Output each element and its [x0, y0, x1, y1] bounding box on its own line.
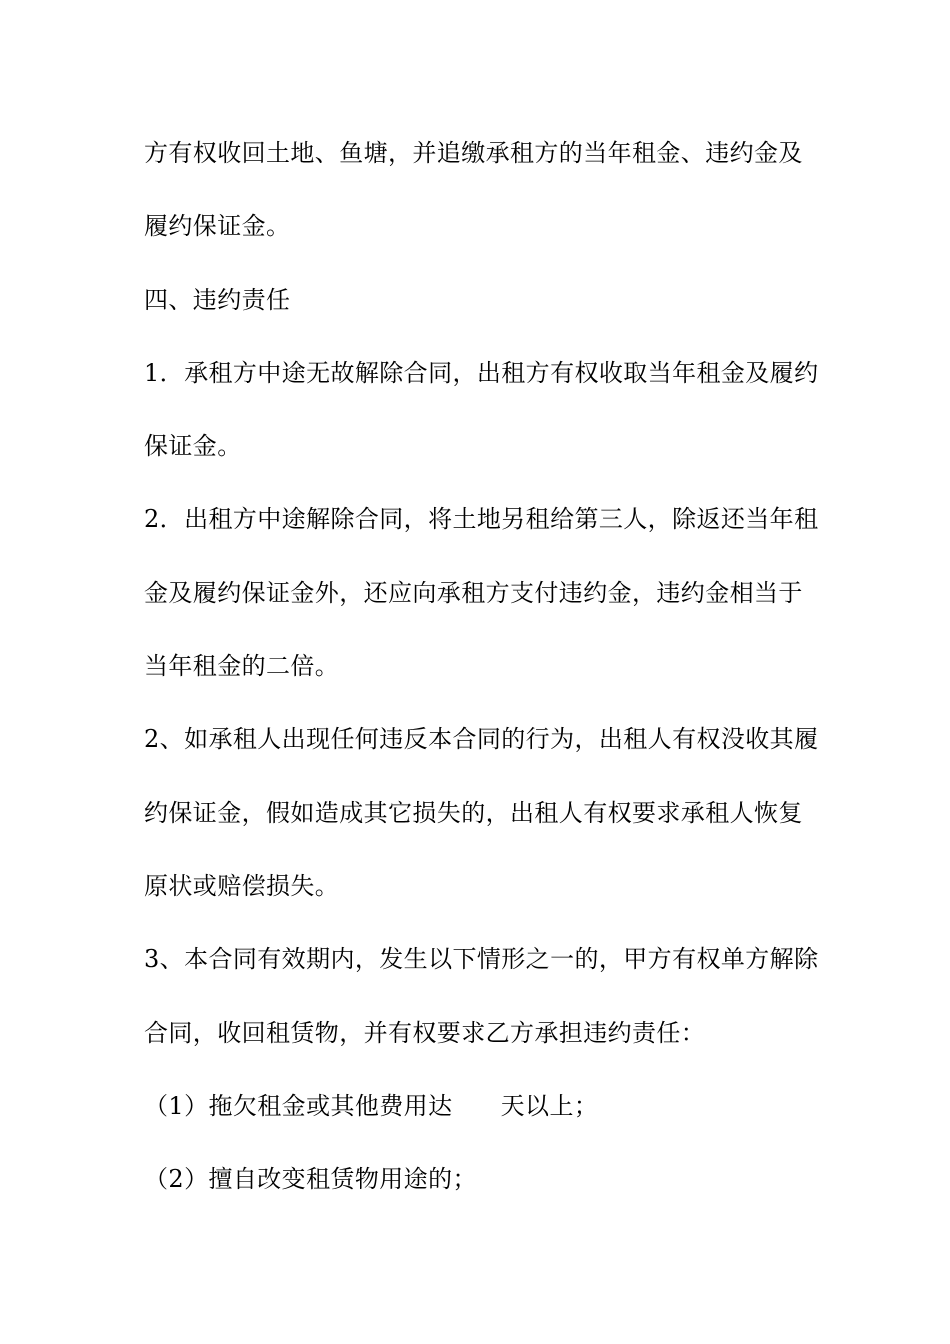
text-line: 1．承租方中途无故解除合同，出租方有权收取当年租金及履约	[144, 358, 819, 387]
text-line: 2．出租方中途解除合同，将土地另租给第三人，除返还当年租	[144, 505, 819, 534]
text-line: 3、本合同有效期内，发生以下情形之一的，甲方有权单方解除	[144, 945, 819, 974]
document-body	[144, 128, 819, 1227]
text-line: 约保证金，假如造成其它损失的，出租人有权要求承租人恢复	[144, 798, 803, 827]
text-line: 履约保证金。	[144, 212, 291, 241]
text-line: 原状或赔偿损失。	[144, 871, 340, 900]
text-line: 2、如承租人出现任何违反本合同的行为，出租人有权没收其履	[144, 725, 819, 754]
text-line: 合同，收回租赁物，并有权要求乙方承担违约责任：	[144, 1018, 706, 1047]
text-line: 保证金。	[144, 432, 242, 461]
text-line: （1）拖欠租金或其他费用达 天以上；	[144, 1091, 599, 1120]
text-line: （2）擅自改变租赁物用途的；	[144, 1165, 477, 1194]
text-line: 当年租金的二倍。	[144, 652, 340, 681]
text-line: 方有权收回土地、鱼塘，并追缴承租方的当年租金、违约金及	[144, 139, 803, 167]
text-line: 金及履约保证金外，还应向承租方支付违约金，违约金相当于	[144, 578, 803, 607]
section-heading: 四、违约责任	[144, 285, 291, 314]
